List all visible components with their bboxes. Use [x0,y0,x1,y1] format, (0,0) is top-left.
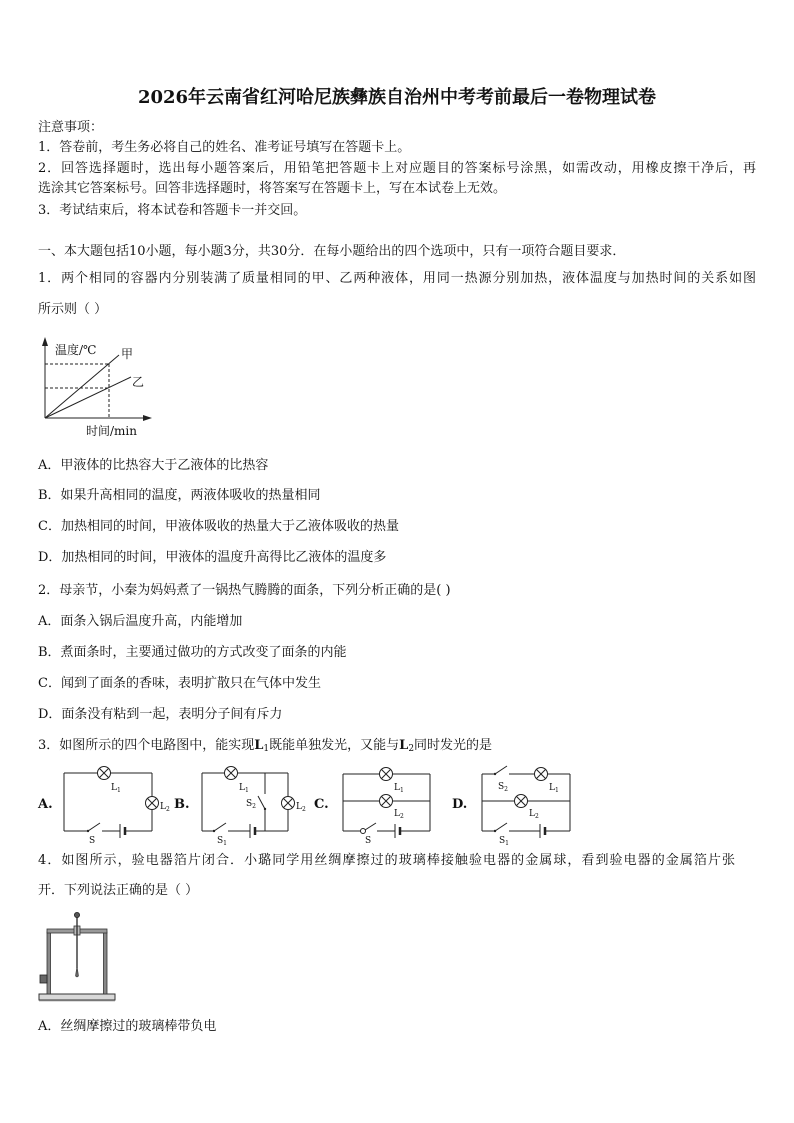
switch-icon [87,823,100,832]
notice-heading: 注意事项： [38,120,104,135]
switch-icon [258,796,266,810]
label-l2: $L_2$ [296,802,306,813]
battery-icon [395,824,400,838]
question-2-option-b: B．煮面条时，主要通过做功的方式改变了面条的内能 [38,645,347,660]
circuit-a [37,767,170,847]
label-l2: $L_2$ [394,809,404,820]
option-letter-a: A. [38,797,53,812]
stem-text-before: 3．如图所示的四个电路图中，能实现 [38,738,255,753]
x-axis-label: 时间/min [86,424,137,438]
lamp-2-symbol: L [399,738,409,753]
y-axis-arrow [42,337,48,346]
label-l1: $L_1$ [549,783,559,794]
question-2-option-c: C．闻到了面条的香味，表明扩散只在气体中发生 [38,676,321,691]
stem-text-after: 同时发光的是 [414,738,493,753]
lamp-icon [380,795,393,808]
lamp-icon [535,768,548,781]
electroscope-base [39,994,115,1000]
section-heading: 一、本大题包括10小题，每小题3分，共30分．在每小题给出的四个选项中，只有一项符合题目要求． [38,244,626,259]
label-s1: $S_1$ [217,836,227,847]
line-label-jia: 甲 [121,347,134,361]
question-1-stem: 1．两个相同的容器内分别装满了质量相同的甲、乙两种液体，用同一热源分别加热，液体温度与加热时间的关系如图 [38,271,756,286]
question-1-option-a: A．甲液体的比热容大于乙液体的比热容 [38,458,269,473]
question-1-option-d: D．加热相同的时间，甲液体的温度升高得比乙液体的温度多 [38,550,387,565]
question-1-option-b: B．如果升高相同的温度，两液体吸收的热量相同 [38,488,321,503]
question-2-option-a: A．面条入锅后温度升高，内能增加 [38,614,243,629]
temperature-time-graph [30,332,160,444]
circuit-d [452,766,570,847]
lamp-icon [225,767,238,780]
question-3-stem [38,738,492,754]
question-2-option-d: D．面条没有粘到一起，表明分子间有斥力 [38,707,283,722]
battery-icon [120,824,125,838]
y-axis-label: 温度/℃ [55,343,97,357]
battery-icon [250,824,255,838]
label-s: S [89,836,96,846]
label-s: S [365,836,372,846]
option-letter-d: D. [452,797,468,812]
line-yi [45,377,131,418]
lamp-1-symbol: L [254,738,264,753]
frame-right-post [104,932,108,994]
stem-text-middle: 既能单独发光，又能与 [269,738,400,753]
label-l1: $L_1$ [394,783,404,794]
option-letter-b: B. [174,797,190,812]
switch-icon [494,823,507,832]
question-4-stem-cont: 开．下列说法正确的是（ ） [38,883,199,898]
question-2-stem: 2．母亲节，小秦为妈妈煮了一锅热气腾腾的面条，下列分析正确的是( ) [38,583,451,598]
notice-line-1: 1．答卷前，考生务必将自己的姓名、准考证号填写在答题卡上。 [38,140,411,155]
label-l1: $L_1$ [111,783,121,794]
lamp-icon [146,797,159,810]
label-s2: $S_2$ [498,782,508,793]
line-label-yi: 乙 [132,375,145,389]
lamp-icon [380,768,393,781]
frame-left-post [47,932,51,994]
x-axis-arrow [143,415,152,421]
switch-icon [494,766,507,775]
question-1-stem-cont: 所示则（ ） [38,302,108,317]
label-l1: $L_1$ [239,783,249,794]
option-letter-c: C. [314,797,329,812]
metal-foil-leaves [76,966,79,977]
notice-line-3: 3．考试结束后，将本试卷和答题卡一并交回。 [38,203,307,218]
circuit-c [314,768,430,847]
electroscope-figure [36,910,118,1005]
label-s1: $S_1$ [499,836,509,847]
lamp-icon [515,795,528,808]
switch-icon [213,823,226,832]
lamp-icon [282,797,295,810]
label-s2: $S_2$ [246,799,256,810]
lamp-icon [98,767,111,780]
circuit-b [174,767,306,848]
battery-icon [540,824,545,838]
label-l2: $L_2$ [529,809,539,820]
question-4-stem: 4．如图所示，验电器箔片闭合．小璐同学用丝绸摩擦过的玻璃棒接触验电器的金属球，看到验电器的金属箔片张 [38,853,735,868]
page-title: 2026年云南省红河哈尼族彝族自治州中考考前最后一卷物理试卷 [137,87,657,108]
question-4-option-a: A．丝绸摩擦过的玻璃棒带负电 [38,1019,217,1034]
switch-icon [361,823,377,834]
notice-line-2-cont: 选涂其它答案标号。回答非选择题时，将答案写在答题卡上，写在本试卷上无效。 [38,181,507,196]
circuit-options [30,758,590,848]
lamp-1-subscript: 1 [263,744,270,754]
notice-line-2: 2．回答选择题时，选出每小题答案后，用铅笔把答题卡上对应题目的答案标号涂黑，如需改动，用橡皮擦干净后，再 [38,161,756,176]
question-1-option-c: C．加热相同的时间，甲液体吸收的热量大于乙液体吸收的热量 [38,519,399,534]
lamp-2-subscript: 2 [408,744,415,754]
side-knob [40,975,47,983]
label-l2: $L_2$ [160,802,170,813]
metal-ball [74,912,79,917]
